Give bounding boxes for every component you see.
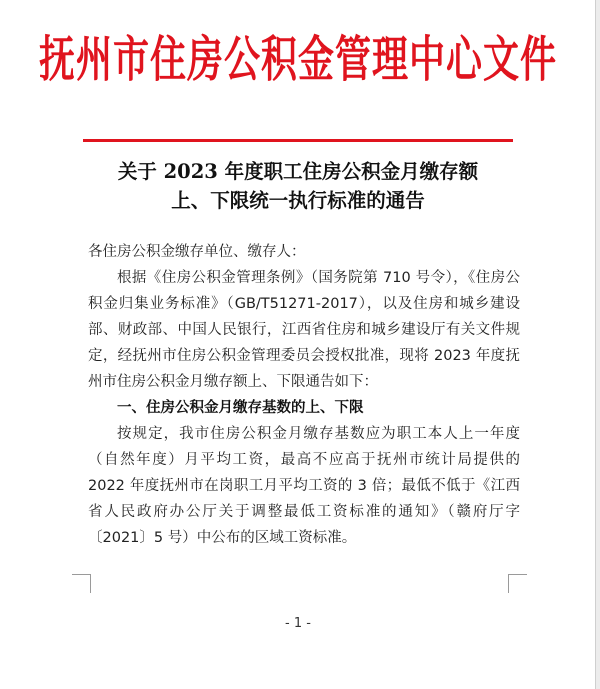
document-body — [88, 239, 520, 551]
margin-corner-mark-left — [72, 574, 91, 593]
paragraph-2: 按规定，我市住房公积金月缴存基数应为职工本人上一年度（自然年度）月平均工资，最高不应高于抚州市统计局提供的 2022 年度抚州市在岗职工月平均工资的 3 倍；最低不低于《江西省人民政府办公厅关于调整最低工资标准的通知》（赣府厅字〔2021〕5 号）中公布的区域工资标准。 — [88, 426, 520, 546]
margin-corner-mark-right — [508, 574, 527, 593]
document-header-title: 抚州市住房公积金管理中心文件 — [38, 31, 557, 89]
document-title-line-1: 关于 2023 年度职工住房公积金月缴存额 — [117, 160, 479, 183]
salutation: 各住房公积金缴存单位、缴存人： — [88, 244, 306, 260]
document-title-line-2: 上、下限统一执行标准的通告 — [171, 189, 425, 212]
red-divider-line — [83, 139, 513, 142]
page-number: - 1 - — [285, 616, 311, 631]
section-1-heading: 一、住房公积金月缴存基数的上、下限 — [117, 400, 364, 416]
paragraph-1: 根据《住房公积金管理条例》（国务院第 710 号令），《住房公积金归集业务标准》（GB/T51271-2017），以及住房和城乡建设部、财政部、中国人民银行，江西省住房和城乡建设厅有关文件规定，经抚州市住房公积金管理委员会授权批准，现将 2023 年度抚州市住房公积金月缴存额上、下限通告如下： — [88, 270, 520, 390]
document-title — [0, 157, 596, 215]
